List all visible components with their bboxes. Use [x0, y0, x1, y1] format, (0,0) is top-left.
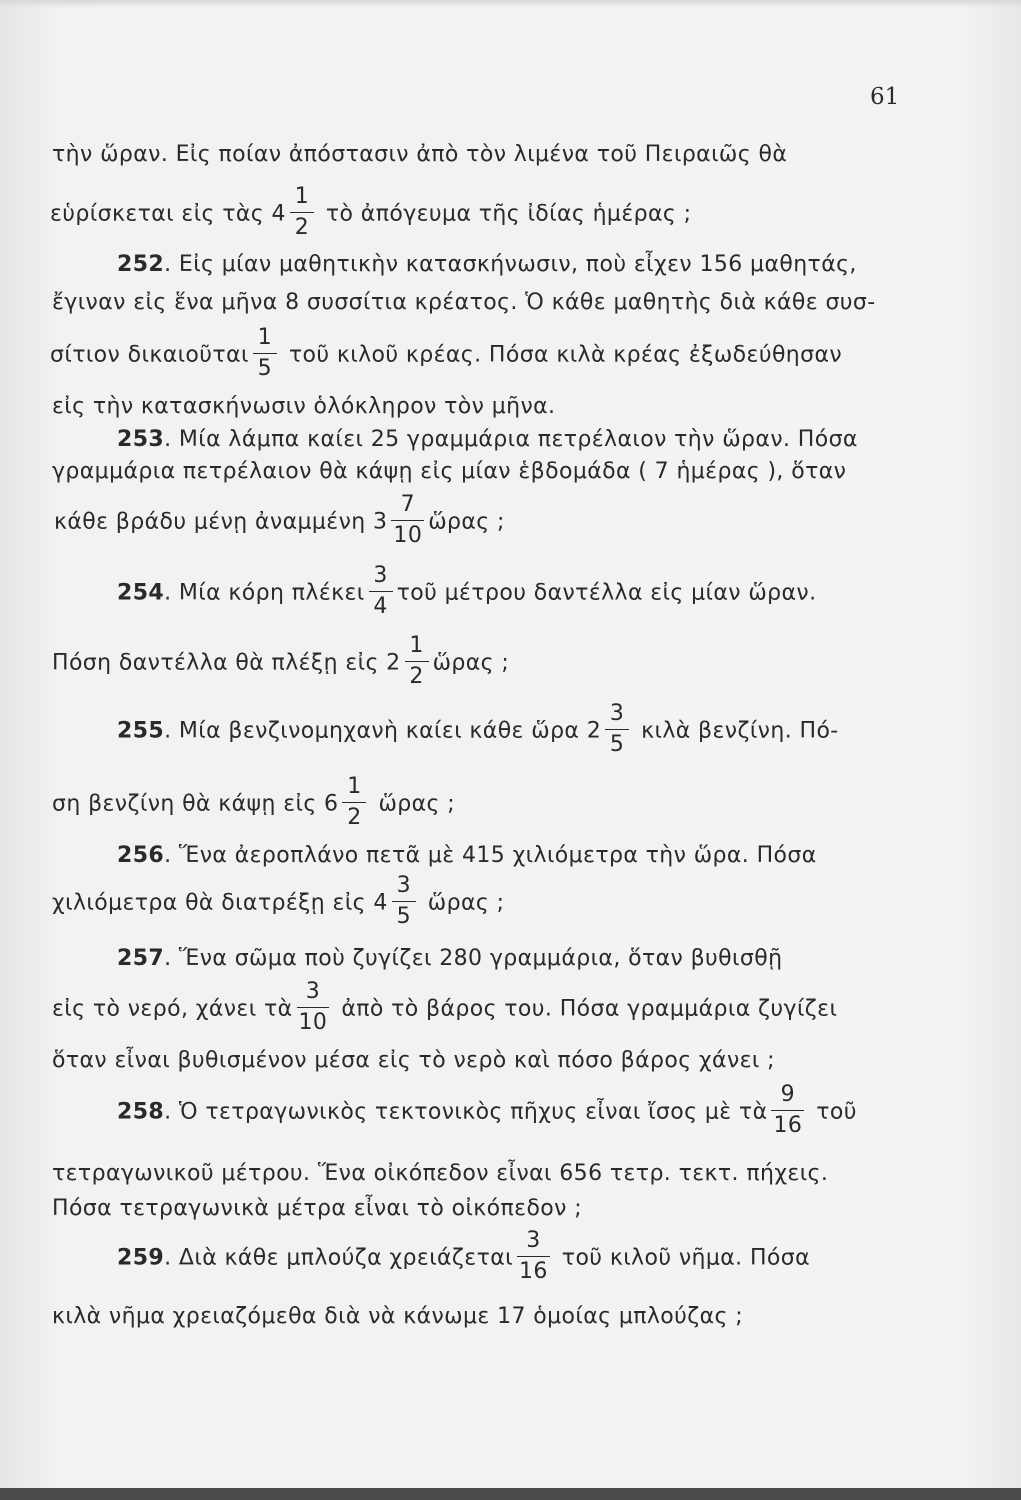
text-line: Πόσα τετραγωνικὰ μέτρα εἶναι τὸ οἰκόπεδον ; — [52, 1196, 583, 1221]
problem-259: 259. Διὰ κάθε μπλούζα χρειάζεται $\frac{3}{16}$ τοῦ κιλοῦ νῆμα. Πόσα — [117, 1228, 811, 1284]
fraction: $\frac{9}{16}$ — [773, 1082, 803, 1138]
fraction: $\frac{1}{2}$ — [405, 635, 429, 688]
fraction: $\frac{3}{4}$ — [369, 565, 393, 618]
fraction: $\frac{3}{5}$ — [605, 703, 629, 756]
text-line: ση βενζίνη θὰ κάψῃ εἰς 6 $\frac{1}{2}$ ὥρας ; — [52, 774, 456, 830]
problem-254: 254. Μία κόρη πλέκει $\frac{3}{4}$ τοῦ μέτρου δαντέλλα εἰς μίαν ὥραν. — [117, 563, 817, 619]
problem-number: 257 — [117, 946, 165, 971]
problem-number: 256 — [117, 843, 165, 868]
text-line: κιλὰ νῆμα χρειαζόμεθα διὰ νὰ κάνωμε 17 ὁμοίας μπλούζας ; — [52, 1304, 744, 1329]
problem-256: 256. Ἕνα ἀεροπλάνο πετᾶ μὲ 415 χιλιόμετρα τὴν ὥρα. Πόσα — [117, 843, 817, 868]
fraction: $\frac{1}{5}$ — [253, 327, 277, 380]
text-line: εὑρίσκεται εἰς τὰς 4 $\frac{1}{2}$ τὸ ἀπόγευμα τῆς ἰδίας ἡμέρας ; — [50, 184, 692, 240]
text-line: ἔγιναν εἰς ἕνα μῆνα 8 συσσίτια κρέατος. Ὁ κάθε μαθητὴς διὰ κάθε συσ- — [52, 290, 876, 315]
text-line: ὅταν εἶναι βυθισμένον μέσα εἰς τὸ νερὸ καὶ πόσο βάρος χάνει ; — [52, 1048, 775, 1073]
text-line: Πόση δαντέλλα θὰ πλέξῃ εἰς 2 $\frac{1}{2}$ ὥρας ; — [52, 633, 510, 689]
page-number: 61 — [870, 84, 900, 110]
text-line: κάθε βράδυ μένῃ ἀναμμένη 3 $\frac{7}{10}$ ὥρας ; — [54, 492, 505, 548]
problem-number: 259 — [117, 1245, 165, 1271]
fraction: $\frac{7}{10}$ — [393, 492, 423, 548]
text-line: τετραγωνικοῦ μέτρου. Ἕνα οἰκόπεδον εἶναι 656 τετρ. τεκτ. πήχεις. — [52, 1161, 829, 1186]
fraction: $\frac{1}{2}$ — [290, 186, 314, 239]
problem-252: 252. Εἰς μίαν μαθητικὴν κατασκήνωσιν, ποὺ εἶχεν 156 μαθητάς, — [117, 252, 857, 277]
problem-257: 257. Ἕνα σῶμα ποὺ ζυγίζει 280 γραμμάρια, ὅταν βυθισθῇ — [117, 946, 783, 971]
text-line: γραμμάρια πετρέλαιον θὰ κάψῃ εἰς μίαν ἑβδομάδα ( 7 ἡμέρας ), ὅταν — [52, 459, 847, 484]
problem-number: 255 — [117, 718, 165, 744]
page-top-shadow — [0, 0, 1021, 8]
text-line: χιλιόμετρα θὰ διατρέξῃ εἰς 4 $\frac{3}{5}$ ὥρας ; — [52, 873, 505, 929]
fraction: $\frac{3}{16}$ — [519, 1228, 548, 1284]
text-line: εἰς τὴν κατασκήνωσιν ὁλόκληρον τὸν μῆνα. — [52, 394, 556, 419]
problem-255: 255. Μία βενζινομηχανὴ καίει κάθε ὥρα 2 $\frac{3}{5}$ κιλὰ βενζίνη. Πό- — [117, 701, 839, 757]
problem-number: 252 — [117, 252, 165, 277]
problem-258: 258. Ὁ τετραγωνικὸς τεκτονικὸς πῆχυς εἶναι ἴσος μὲ τὰ $\frac{9}{16}$ τοῦ — [117, 1082, 857, 1138]
problem-number: 253 — [117, 427, 165, 452]
fraction: $\frac{3}{10}$ — [298, 979, 328, 1035]
fraction: $\frac{1}{2}$ — [342, 776, 366, 829]
text-line: σίτιον δικαιοῦται $\frac{1}{5}$ τοῦ κιλοῦ κρέας. Πόσα κιλὰ κρέας ἐξωδεύθησαν — [50, 325, 843, 381]
text-line: εἰς τὸ νερό, χάνει τὰ $\frac{3}{10}$ ἀπὸ τὸ βάρος του. Πόσα γραμμάρια ζυγίζει — [52, 979, 838, 1035]
page-bottom-edge — [0, 1488, 1021, 1500]
problem-number: 258 — [117, 1099, 165, 1125]
text-line: τὴν ὥραν. Εἰς ποίαν ἀπόστασιν ἀπὸ τὸν λιμένα τοῦ Πειραιῶς θὰ — [52, 142, 788, 167]
problem-253: 253. Μία λάμπα καίει 25 γραμμάρια πετρέλαιον τὴν ὥραν. Πόσα — [117, 427, 858, 452]
problem-number: 254 — [117, 580, 165, 606]
fraction: $\frac{3}{5}$ — [392, 875, 416, 928]
